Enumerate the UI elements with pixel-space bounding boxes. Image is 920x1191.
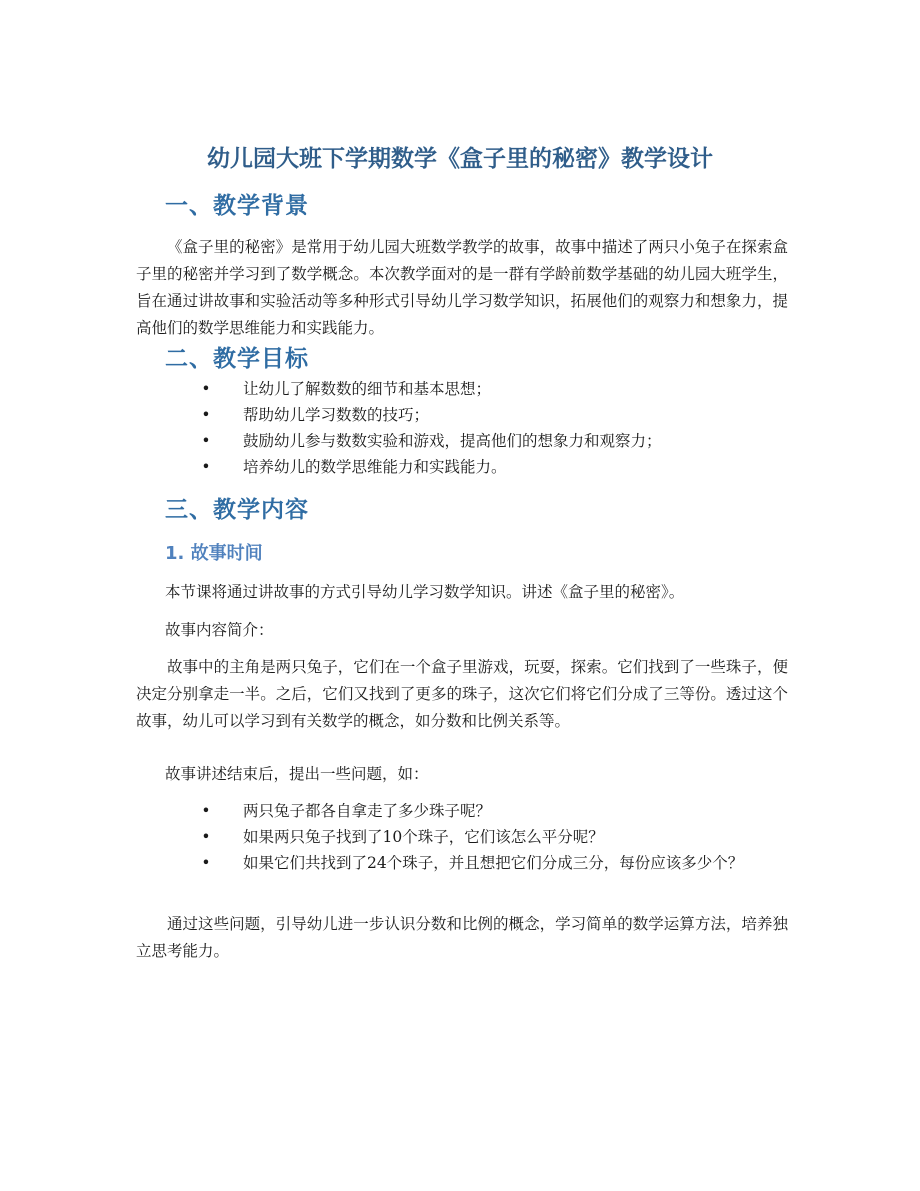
list-item: • 培养幼儿的数学思维能力和实践能力。 xyxy=(165,454,785,480)
goals-list xyxy=(165,376,785,480)
list-item: • 鼓励幼儿参与数数实验和游戏，提高他们的想象力和观察力； xyxy=(165,428,785,454)
story-intro: 本节课将通过讲故事的方式引导幼儿学习数学知识。讲述《盒子里的秘密》。 xyxy=(165,583,685,601)
list-item: • 让幼儿了解数数的细节和基本思想； xyxy=(165,376,785,402)
questions-list xyxy=(165,798,775,876)
list-item: • 如果它们共找到了24个珠子，并且想把它们分成三分，每份应该多少个？ xyxy=(165,850,775,876)
bullet-icon: • xyxy=(201,828,211,846)
story-summary-label: 故事内容简介： xyxy=(165,621,274,639)
page-title: 幼儿园大班下学期数学《盒子里的秘密》教学设计 xyxy=(207,146,713,172)
conclusion-paragraph: 通过这些问题，引导幼儿进一步认识分数和比例的概念，学习简单的数学运算方法，培养独立思考能力。 xyxy=(136,915,788,960)
list-item: • 两只兔子都各自拿走了多少珠子呢？ xyxy=(165,798,775,824)
bullet-icon: • xyxy=(201,458,211,476)
bullet-icon: • xyxy=(201,406,211,424)
bullet-icon: • xyxy=(201,802,211,820)
list-item: • 帮助幼儿学习数数的技巧； xyxy=(165,402,785,428)
list-item: • 如果两只兔子找到了10个珠子，它们该怎么平分呢？ xyxy=(165,824,775,850)
section-heading-goals: 二、教学目标 xyxy=(165,346,309,372)
section-heading-content: 三、教学内容 xyxy=(165,497,309,523)
subsection-heading-story: 1. 故事时间 xyxy=(165,543,263,564)
bullet-icon: • xyxy=(201,380,211,398)
background-paragraph: 《盒子里的秘密》是常用于幼儿园大班数学教学的故事，故事中描述了两只小兔子在探索盒子里的秘密并学习到了数学概念。本次教学面对的是一群有学龄前数学基础的幼儿园大班学生，旨在通过讲故事和实验活动等多种形式引导幼儿学习数学知识，拓展他们的观察力和想象力，提高他们的数学思维能力和实践能力。 xyxy=(136,238,788,337)
section-heading-background: 一、教学背景 xyxy=(165,193,309,219)
bullet-icon: • xyxy=(201,854,211,872)
bullet-icon: • xyxy=(201,432,211,450)
questions-label: 故事讲述结束后，提出一些问题，如： xyxy=(165,765,429,783)
story-summary: 故事中的主角是两只兔子，它们在一个盒子里游戏，玩耍，探索。它们找到了一些珠子，便决定分别拿走一半。之后，它们又找到了更多的珠子，这次它们将它们分成了三等份。透过这个故事，幼儿可以学习到有关数学的概念，如分数和比例关系等。 xyxy=(136,658,788,730)
